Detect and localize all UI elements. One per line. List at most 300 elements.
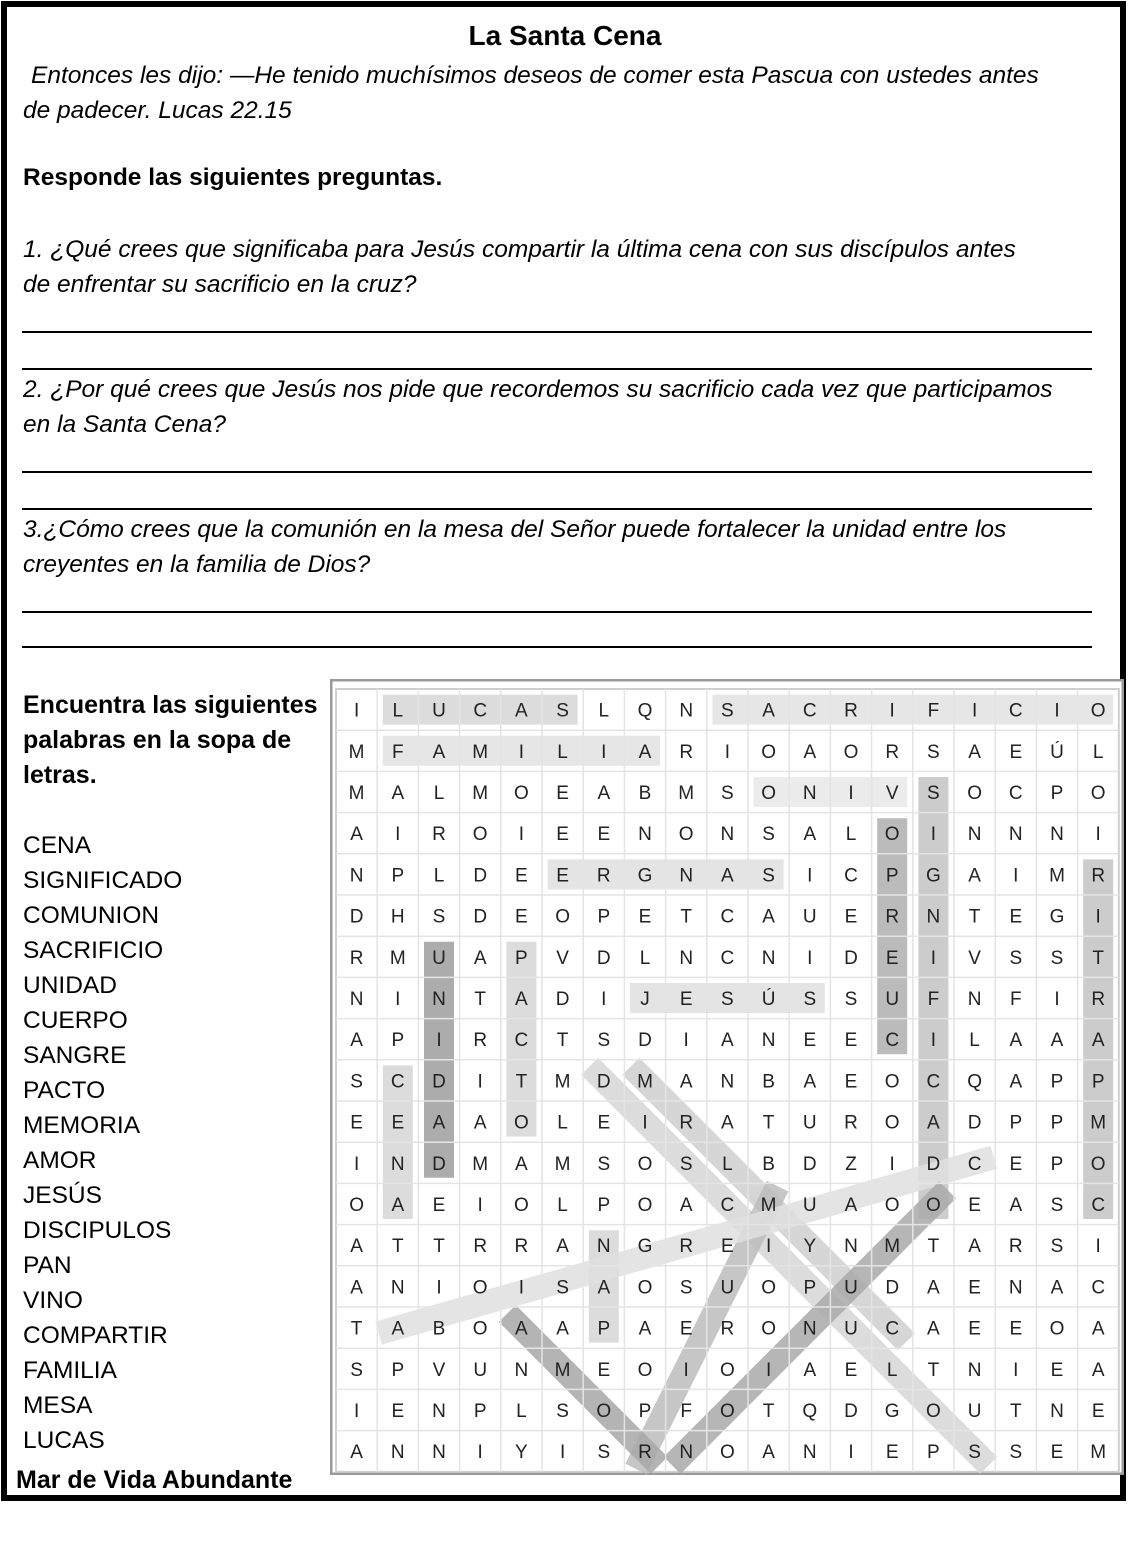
grid-letter[interactable]: E [679,989,693,1010]
grid-letter[interactable]: N [1050,824,1064,846]
grid-letter[interactable]: A [721,865,734,887]
grid-letter[interactable]: N [432,1401,446,1422]
grid-letter[interactable]: I [601,989,607,1010]
grid-letter[interactable]: D [844,1401,858,1422]
grid-letter[interactable]: A [597,783,611,804]
grid-letter[interactable]: N [349,865,364,887]
grid-letter[interactable]: I [436,1030,442,1052]
grid-letter[interactable]: N [926,906,941,928]
grid-letter[interactable]: I [930,947,937,969]
grid-letter[interactable]: Y [515,1442,528,1464]
grid-letter[interactable]: N [802,783,817,804]
grid-letter[interactable]: S [1009,947,1023,969]
grid-letter[interactable]: N [432,1442,446,1464]
grid-letter[interactable]: N [802,1442,817,1464]
grid-letter[interactable]: A [473,947,487,969]
grid-letter[interactable]: A [968,741,981,763]
grid-letter[interactable]: I [1013,1359,1019,1381]
grid-letter[interactable]: D [885,1277,900,1299]
grid-letter[interactable]: C [1008,783,1023,804]
grid-letter[interactable]: O [1090,1153,1106,1175]
grid-letter[interactable]: A [803,1071,817,1093]
grid-letter[interactable]: I [518,1277,525,1299]
grid-letter[interactable]: U [885,989,900,1010]
grid-letter[interactable]: G [884,1401,900,1422]
grid-letter[interactable]: D [432,1153,446,1175]
grid-letter[interactable]: T [762,1112,775,1134]
grid-letter[interactable]: P [927,1442,940,1464]
grid-letter[interactable]: N [390,1277,405,1299]
grid-letter[interactable]: R [844,700,858,722]
grid-letter[interactable]: A [515,700,528,722]
grid-letter[interactable]: I [642,1112,648,1134]
grid-letter[interactable]: A [803,741,817,763]
grid-letter[interactable]: U [802,1195,817,1216]
grid-letter[interactable]: Q [967,1071,982,1093]
grid-letter[interactable]: J [640,989,650,1010]
grid-letter[interactable]: O [884,1195,900,1216]
grid-letter[interactable]: C [967,1153,982,1175]
grid-letter[interactable]: A [350,1442,363,1464]
grid-letter[interactable]: A [1009,1030,1023,1052]
grid-letter[interactable]: E [1009,741,1023,763]
grid-letter[interactable]: I [683,1030,689,1052]
grid-letter[interactable]: R [1008,1236,1023,1258]
grid-letter[interactable]: S [721,783,734,804]
grid-letter[interactable]: C [1091,1277,1106,1299]
grid-letter[interactable]: I [807,865,813,887]
grid-letter[interactable]: N [390,1153,405,1175]
grid-letter[interactable]: N [720,824,735,846]
grid-letter[interactable]: U [802,906,817,928]
grid-letter[interactable]: E [1009,1153,1023,1175]
grid-letter[interactable]: S [679,1153,693,1175]
grid-letter[interactable]: R [638,1442,652,1464]
grid-letter[interactable]: B [432,1318,446,1340]
grid-letter[interactable]: T [1009,1401,1022,1422]
grid-letter[interactable]: R [473,1030,488,1052]
grid-letter[interactable]: L [598,700,610,722]
grid-letter[interactable]: I [765,1236,772,1258]
grid-letter[interactable]: C [926,1071,941,1093]
grid-letter[interactable]: E [968,1195,981,1216]
grid-letter[interactable]: C [473,700,488,722]
grid-letter[interactable]: L [639,947,651,969]
grid-letter[interactable]: A [350,1236,363,1258]
grid-letter[interactable]: A [762,906,775,928]
grid-letter[interactable]: O [637,1359,653,1381]
grid-letter[interactable]: D [473,906,488,928]
grid-letter[interactable]: N [679,700,694,722]
grid-letter[interactable]: A [721,1112,734,1134]
grid-letter[interactable]: P [473,1401,487,1422]
grid-letter[interactable]: I [889,1153,895,1175]
grid-letter[interactable]: M [348,783,365,804]
grid-letter[interactable]: A [556,1236,569,1258]
grid-letter[interactable]: R [432,824,446,846]
grid-letter[interactable]: D [596,1071,611,1093]
grid-letter[interactable]: R [679,1236,694,1258]
grid-letter[interactable]: Z [845,1153,857,1175]
grid-letter[interactable]: D [555,989,570,1010]
grid-letter[interactable]: M [678,783,695,804]
grid-letter[interactable]: T [927,1236,940,1258]
grid-letter[interactable]: D [967,1112,982,1134]
grid-letter[interactable]: A [350,824,363,846]
grid-letter[interactable]: E [350,1112,363,1134]
grid-letter[interactable]: A [927,1112,940,1134]
grid-letter[interactable]: C [720,947,735,969]
grid-letter[interactable]: N [390,1442,405,1464]
grid-letter[interactable]: A [803,824,817,846]
grid-letter[interactable]: R [349,947,364,969]
grid-letter[interactable]: A [515,1318,528,1340]
grid-letter[interactable]: I [477,1442,483,1464]
grid-letter[interactable]: T [474,989,487,1010]
grid-letter[interactable]: I [848,1442,854,1464]
answer-line[interactable] [22,611,1092,613]
grid-letter[interactable]: E [597,824,611,846]
grid-letter[interactable]: E [391,1401,405,1422]
grid-letter[interactable]: I [559,1442,566,1464]
grid-letter[interactable]: O [761,783,776,804]
grid-letter[interactable]: L [1092,741,1104,763]
grid-letter[interactable]: E [968,1277,981,1299]
grid-letter[interactable]: A [391,783,405,804]
grid-letter[interactable]: N [679,947,694,969]
grid-letter[interactable]: C [844,865,858,887]
grid-letter[interactable]: A [968,865,981,887]
answer-line[interactable] [22,508,1092,510]
grid-letter[interactable]: N [967,989,982,1010]
grid-letter[interactable]: A [350,1277,363,1299]
grid-letter[interactable]: O [761,741,776,763]
grid-letter[interactable]: N [844,1236,858,1258]
grid-letter[interactable]: C [390,1071,405,1093]
grid-letter[interactable]: O [1090,700,1106,722]
grid-letter[interactable]: L [722,1153,733,1175]
grid-letter[interactable]: M [348,741,365,763]
grid-letter[interactable]: D [473,865,488,887]
grid-letter[interactable]: O [926,1195,941,1216]
grid-letter[interactable]: I [1095,906,1101,928]
grid-letter[interactable]: U [844,1277,858,1299]
grid-letter[interactable]: N [679,865,694,887]
grid-letter[interactable]: E [968,1318,981,1340]
grid-letter[interactable]: E [391,1112,405,1134]
grid-letter[interactable]: S [1050,947,1064,969]
grid-letter[interactable]: N [514,1359,529,1381]
grid-letter[interactable]: O [884,1112,900,1134]
grid-letter[interactable]: C [802,700,817,722]
grid-letter[interactable]: I [353,700,360,722]
grid-letter[interactable]: M [884,1236,901,1258]
grid-letter[interactable]: S [556,700,569,722]
grid-letter[interactable]: P [1050,1071,1064,1093]
grid-letter[interactable]: U [432,947,446,969]
grid-letter[interactable]: N [761,947,776,969]
grid-letter[interactable]: E [803,1030,817,1052]
grid-letter[interactable]: A [432,741,446,763]
grid-letter[interactable]: I [848,783,854,804]
answer-line[interactable] [22,368,1092,370]
grid-letter[interactable]: P [391,1030,405,1052]
grid-letter[interactable]: O [720,1359,735,1381]
grid-letter[interactable]: M [554,1153,571,1175]
grid-letter[interactable]: U [720,1277,735,1299]
grid-letter[interactable]: T [680,906,693,928]
grid-letter[interactable]: Ú [761,989,776,1010]
grid-letter[interactable]: A [391,1318,405,1340]
grid-letter[interactable]: O [514,1195,529,1216]
grid-letter[interactable]: O [472,1277,488,1299]
grid-letter[interactable]: M [554,1359,571,1381]
grid-letter[interactable]: L [557,741,568,763]
grid-letter[interactable]: P [1050,1153,1064,1175]
grid-letter[interactable]: N [638,824,652,846]
grid-letter[interactable]: N [679,1442,694,1464]
grid-letter[interactable]: C [720,906,735,928]
grid-letter[interactable]: S [762,824,775,846]
grid-letter[interactable]: A [515,1153,528,1175]
grid-letter[interactable]: A [803,1359,817,1381]
grid-letter[interactable]: N [967,824,982,846]
grid-letter[interactable]: T [433,1236,445,1258]
grid-letter[interactable]: P [391,865,405,887]
grid-letter[interactable]: A [679,1195,693,1216]
grid-letter[interactable]: R [885,741,900,763]
grid-letter[interactable]: N [1008,1277,1023,1299]
grid-letter[interactable]: S [350,1359,363,1381]
answer-line[interactable] [22,331,1092,333]
grid-letter[interactable]: A [432,1112,446,1134]
grid-letter[interactable]: A [1009,1195,1023,1216]
grid-letter[interactable]: D [802,1153,817,1175]
grid-letter[interactable]: M [472,783,489,804]
grid-letter[interactable]: M [389,947,406,969]
grid-letter[interactable]: L [845,824,857,846]
grid-letter[interactable]: C [1008,700,1023,722]
grid-letter[interactable]: O [843,741,859,763]
grid-letter[interactable]: S [1050,1195,1064,1216]
grid-letter[interactable]: E [597,1359,611,1381]
grid-letter[interactable]: P [597,906,611,928]
grid-letter[interactable]: T [556,1030,569,1052]
word-search-svg[interactable] [330,679,1124,1475]
grid-letter[interactable]: I [807,947,813,969]
grid-letter[interactable]: P [638,1401,652,1422]
grid-letter[interactable]: R [720,1318,735,1340]
grid-letter[interactable]: I [1054,700,1060,722]
grid-letter[interactable]: A [927,1318,940,1340]
grid-letter[interactable]: A [391,1195,405,1216]
grid-letter[interactable]: L [886,1359,898,1381]
grid-letter[interactable]: E [844,1030,858,1052]
grid-letter[interactable]: E [1009,1318,1023,1340]
grid-letter[interactable]: O [761,1277,776,1299]
grid-letter[interactable]: P [515,947,528,969]
grid-letter[interactable]: O [1090,783,1106,804]
grid-letter[interactable]: E [885,1442,899,1464]
grid-letter[interactable]: Q [637,700,653,722]
grid-letter[interactable]: E [556,783,569,804]
grid-letter[interactable]: O [884,1071,900,1093]
grid-letter[interactable]: P [1050,783,1064,804]
grid-letter[interactable]: M [760,1195,777,1216]
grid-letter[interactable]: P [885,865,899,887]
grid-letter[interactable]: M [1049,865,1065,887]
grid-letter[interactable]: I [436,1277,442,1299]
grid-letter[interactable]: E [556,865,569,887]
grid-letter[interactable]: I [765,1359,772,1381]
grid-letter[interactable]: A [597,1277,611,1299]
grid-letter[interactable]: E [679,1318,693,1340]
answer-line[interactable] [22,646,1092,648]
grid-letter[interactable]: L [516,1401,527,1422]
grid-letter[interactable]: A [762,700,775,722]
grid-letter[interactable]: O [555,906,570,928]
grid-letter[interactable]: P [391,1359,405,1381]
grid-letter[interactable]: B [762,1153,775,1175]
grid-letter[interactable]: I [930,1030,937,1052]
grid-letter[interactable]: N [596,1236,611,1258]
grid-letter[interactable]: T [350,1318,363,1340]
grid-letter[interactable]: F [927,700,940,722]
grid-letter[interactable]: Ú [1050,741,1064,763]
grid-letter[interactable]: S [1009,1442,1023,1464]
grid-letter[interactable]: H [390,906,405,928]
grid-letter[interactable]: O [514,783,529,804]
grid-letter[interactable]: O [349,1195,364,1216]
grid-letter[interactable]: L [969,1030,980,1052]
grid-letter[interactable]: O [1049,1318,1065,1340]
grid-letter[interactable]: A [556,1318,569,1340]
grid-letter[interactable]: A [968,1236,981,1258]
grid-letter[interactable]: G [637,1236,653,1258]
grid-letter[interactable]: O [967,783,982,804]
grid-letter[interactable]: S [721,700,734,722]
grid-letter[interactable]: E [432,1195,446,1216]
grid-letter[interactable]: E [844,1359,858,1381]
grid-letter[interactable]: I [353,1153,360,1175]
grid-letter[interactable]: I [683,1359,689,1381]
grid-letter[interactable]: P [1050,1112,1064,1134]
grid-letter[interactable]: S [762,865,775,887]
grid-letter[interactable]: I [1095,824,1101,846]
grid-letter[interactable]: I [930,824,937,846]
grid-letter[interactable]: D [596,947,611,969]
grid-letter[interactable]: O [472,824,488,846]
grid-letter[interactable]: A [1091,1318,1105,1340]
grid-letter[interactable]: V [556,947,569,969]
answer-line[interactable] [22,471,1092,473]
grid-letter[interactable]: O [637,1195,653,1216]
grid-letter[interactable]: N [967,1359,982,1381]
grid-letter[interactable]: N [432,989,446,1010]
grid-letter[interactable]: O [720,1442,735,1464]
grid-letter[interactable]: E [597,1112,611,1134]
grid-letter[interactable]: R [1091,865,1106,887]
grid-letter[interactable]: M [637,1071,653,1093]
grid-letter[interactable]: T [968,906,981,928]
grid-letter[interactable]: R [679,1112,694,1134]
grid-letter[interactable]: A [1050,1277,1064,1299]
grid-letter[interactable]: E [638,906,652,928]
grid-letter[interactable]: A [844,1195,858,1216]
grid-letter[interactable]: S [721,989,734,1010]
grid-letter[interactable]: P [1091,1071,1105,1093]
grid-letter[interactable]: N [761,1030,776,1052]
grid-letter[interactable]: E [1009,906,1023,928]
grid-letter[interactable]: V [885,783,899,804]
grid-letter[interactable]: A [473,1112,487,1134]
grid-letter[interactable]: T [762,1401,775,1422]
grid-letter[interactable]: A [638,1318,652,1340]
grid-letter[interactable]: A [638,741,652,763]
grid-letter[interactable]: M [472,741,489,763]
grid-letter[interactable]: R [679,741,694,763]
grid-letter[interactable]: U [844,1318,858,1340]
grid-letter[interactable]: R [473,1236,488,1258]
grid-letter[interactable]: E [721,1236,734,1258]
grid-letter[interactable]: E [844,1071,858,1093]
grid-letter[interactable]: E [1050,1442,1064,1464]
grid-letter[interactable]: C [514,1030,529,1052]
grid-letter[interactable]: U [967,1401,982,1422]
grid-letter[interactable]: A [721,1030,734,1052]
grid-letter[interactable]: R [596,865,611,887]
grid-letter[interactable]: N [720,1071,735,1093]
grid-letter[interactable]: M [1090,1112,1107,1134]
grid-letter[interactable]: I [518,741,525,763]
grid-letter[interactable]: B [638,783,652,804]
grid-letter[interactable]: V [432,1359,446,1381]
grid-letter[interactable]: I [353,1401,360,1422]
grid-letter[interactable]: F [391,741,404,763]
grid-letter[interactable]: I [1054,989,1060,1010]
grid-letter[interactable]: N [1008,824,1023,846]
grid-letter[interactable]: M [554,1071,571,1093]
grid-letter[interactable]: C [1091,1195,1106,1216]
grid-letter[interactable]: U [473,1359,488,1381]
grid-letter[interactable]: T [927,1359,940,1381]
grid-letter[interactable]: I [1013,865,1019,887]
grid-letter[interactable]: S [927,783,940,804]
grid-letter[interactable]: R [885,906,900,928]
grid-letter[interactable]: O [637,1153,653,1175]
grid-letter[interactable]: T [1092,947,1105,969]
grid-letter[interactable]: E [1050,1359,1064,1381]
grid-letter[interactable]: R [844,1112,858,1134]
grid-letter[interactable]: O [926,1401,941,1422]
grid-letter[interactable]: S [350,1071,363,1093]
grid-letter[interactable]: O [596,1401,612,1422]
grid-letter[interactable]: I [395,824,401,846]
grid-letter[interactable]: D [926,1153,941,1175]
grid-letter[interactable]: D [432,1071,446,1093]
grid-letter[interactable]: N [1050,1401,1064,1422]
grid-letter[interactable]: Y [803,1236,817,1258]
grid-letter[interactable]: C [885,1318,900,1340]
grid-letter[interactable]: I [601,741,607,763]
grid-letter[interactable]: A [762,1442,775,1464]
grid-letter[interactable]: U [802,1112,817,1134]
grid-letter[interactable]: L [557,1195,568,1216]
grid-letter[interactable]: Q [802,1401,818,1422]
grid-letter[interactable]: D [638,1030,652,1052]
grid-letter[interactable]: L [433,783,445,804]
grid-letter[interactable]: O [637,1277,653,1299]
